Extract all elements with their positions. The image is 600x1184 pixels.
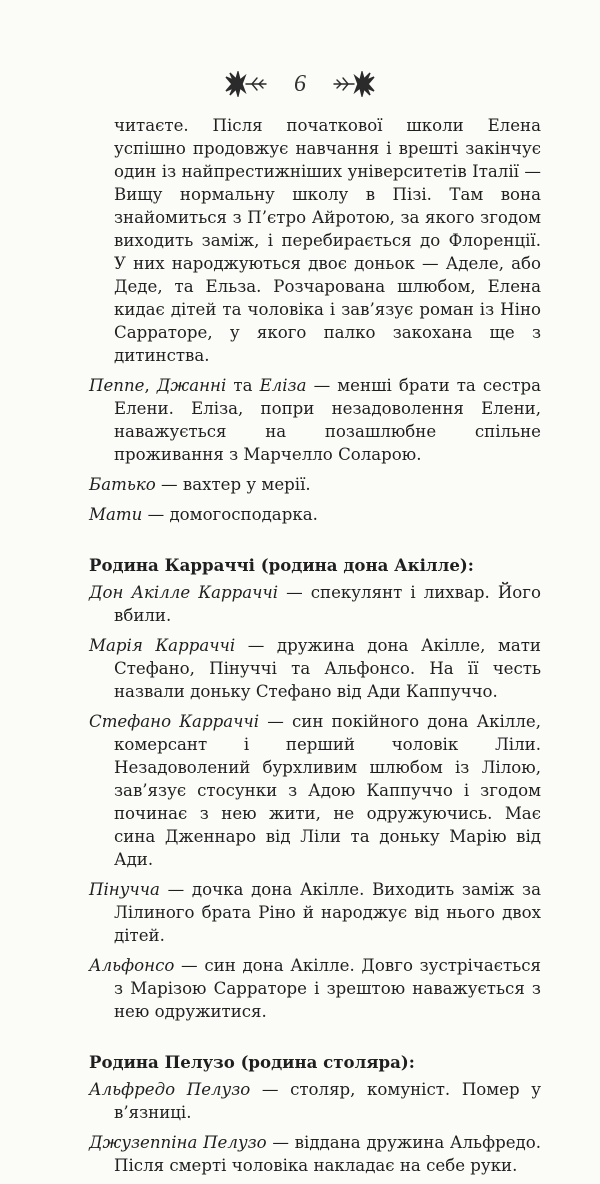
character-description: — спекулянт і лихвар. Його вбили. [114, 583, 541, 625]
character-name: Дон Акілле Карраччі [89, 583, 279, 602]
character-entry [89, 374, 541, 466]
character-entry [89, 473, 541, 496]
character-description: — вахтер у мерії. [155, 475, 311, 494]
character-name: Стефано Карраччі [89, 712, 260, 731]
section-heading-carracci: Родина Карраччі (родина дона Акілле): [89, 555, 474, 575]
character-name: Еліза [259, 376, 307, 395]
character-description: — віддана дружина Альфредо. Після смерті чоловіка накладає на себе руки. [114, 1133, 541, 1175]
page-header [0, 64, 600, 104]
character-description: — син покійного дона Акілле, комерсант і перший чоловік Ліли. Незадоволений бурхливим шлюбом із Лілою, зав’язує стосунки з Адою Каппуччо і згодом починає з нею жити, не одружуючись. Має сина Дженнаро від Ліли та доньку Марію від Ади. [114, 712, 541, 869]
character-name: Пінучча [89, 880, 160, 899]
section-heading-peluso: Родина Пелузо (родина столяра): [89, 1052, 415, 1072]
character-entry [89, 503, 541, 526]
character-name: Джанні [156, 376, 227, 395]
character-entry [89, 954, 541, 1023]
intro-paragraph: читаєте. Після початкової школи Елена успішно продовжує навчання і врешті закінчує один із найпрестижніших університетів Італії — Вищу нормальну школу в Пізі. Там вона знайомиться з П’єтро Айротою, за якого згодом виходить заміж, і перебирається до Флоренції. У них народжуються двоє доньок — Аделе, або Деде, та Ельза. Розчарована шлюбом, Елена кидає дітей та чоловіка і зав’язує роман із Ніно Сарраторе, у якого палко закохана ще з дитинства. [114, 116, 541, 365]
character-entry [89, 1131, 541, 1177]
character-entry [89, 878, 541, 947]
floral-ornament-icon [224, 71, 268, 97]
name-separator: та [226, 376, 260, 395]
character-entry [89, 634, 541, 703]
character-name: Альфонсо [89, 956, 175, 975]
page-body [89, 114, 541, 1184]
character-name: Батько [89, 475, 156, 494]
character-description: — менші брати та сестра Елени. Еліза, попри незадоволення Елени, наважується на позашлюбне спільне проживання з Марчелло Соларою. [114, 376, 541, 464]
character-description: — столяр, комуніст. Помер у в’язниці. [114, 1080, 542, 1122]
character-description: — дружина дона Акілле, мати Стефано, Пінуччі та Альфонсо. На її честь назвали доньку Стефано від Ади Каппуччо. [114, 636, 541, 701]
character-description: — син дона Акілле. Довго зустрічається з Марізою Сарраторе і зрештою наважується з нею одружитися. [114, 956, 541, 1021]
character-entry [89, 1078, 541, 1124]
character-name: Мати [89, 505, 143, 524]
page-number: 6 [294, 70, 306, 97]
character-name: Пеппе [89, 376, 145, 395]
name-separator: , [144, 376, 157, 395]
character-description: — домогосподарка. [142, 505, 318, 524]
floral-ornament-icon [332, 71, 376, 97]
character-name: Альфредо Пелузо [89, 1080, 251, 1099]
character-entry [89, 710, 541, 871]
character-name: Марія Карраччі [89, 636, 236, 655]
character-entry [89, 581, 541, 627]
character-description: — дочка дона Акілле. Виходить заміж за Лілиного брата Ріно й народжує від нього двох дітей. [114, 880, 541, 945]
character-name: Джузеппіна Пелузо [89, 1133, 267, 1152]
